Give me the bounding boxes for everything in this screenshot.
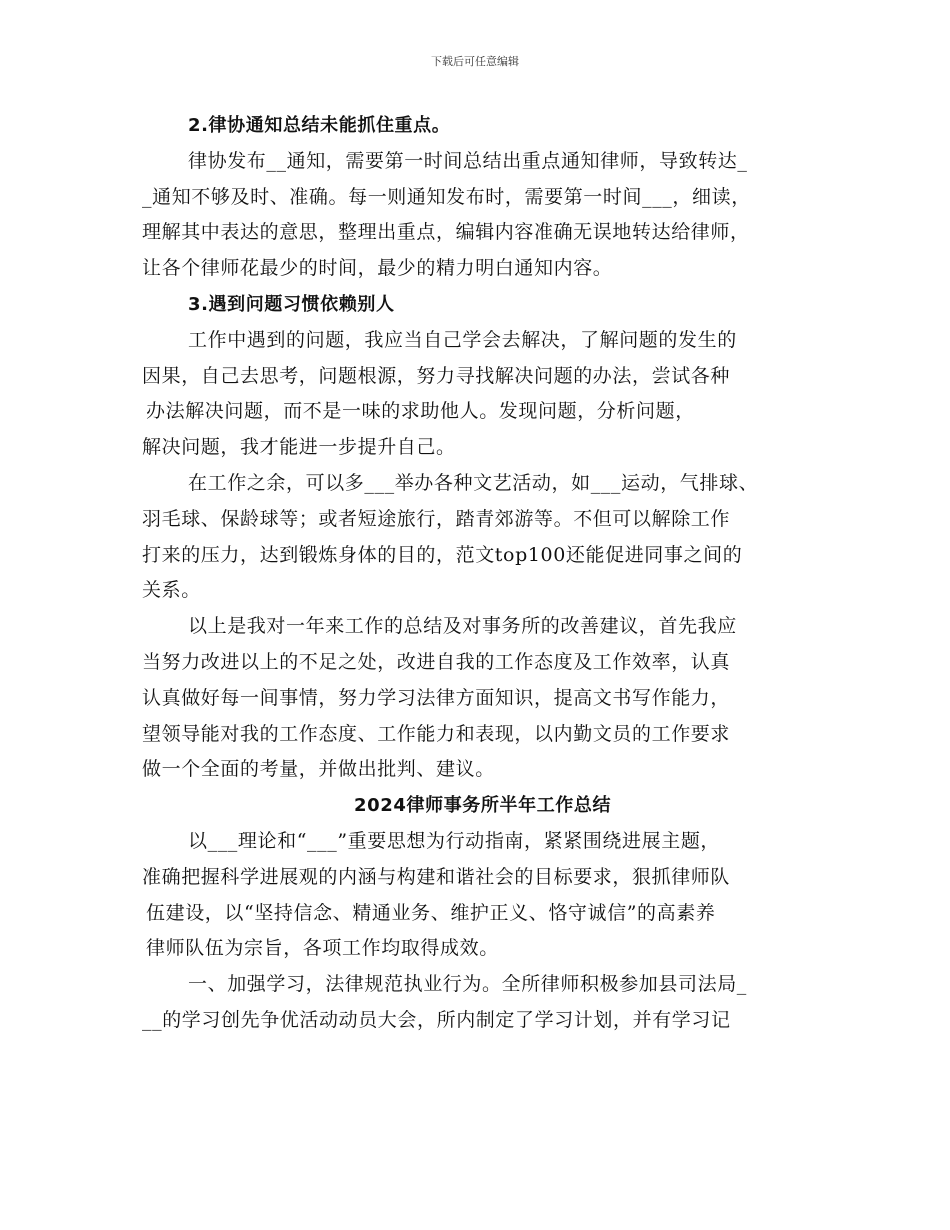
paragraph-line: 工作中遇到的问题，我应当自己学会去解决，了解问题的发生的 [188,328,737,351]
document-body [142,108,822,1039]
paragraph-line: 以___理论和“___”重要思想为行动指南，紧紧围绕进展主题， [188,829,721,852]
paragraph-line: 当努力改进以上的不足之处，改进自我的工作态度及工作效率，认真 [142,650,731,673]
paragraph-line: 律师队伍为宗旨，各项工作均取得成效。 [146,937,499,960]
paragraph-line: 解决问题，我才能进一步提升自己。 [142,436,456,459]
paragraph-line: 做一个全面的考量，并做出批判、建议。 [142,758,495,781]
paragraph-line: 认真做好每一间事情，努力学习法律方面知识，提高文书写作能力， [142,686,731,709]
paragraph-line: _通知不够及时、准确。每一则通知发布时，需要第一时间___，细读， [142,185,751,208]
document-title: 2024律师事务所半年工作总结 [354,795,612,817]
paragraph-line: 以上是我对一年来工作的总结及对事务所的改善建议，首先我应 [188,615,737,638]
paragraph-line: 打来的压力，达到锻炼身体的目的，范文top100还能促进同事之间的 [142,543,743,566]
paragraph-line: 律协发布__通知，需要第一时间总结出重点通知律师，导致转达_ [188,149,748,172]
paragraph-line: __的学习创先争优活动动员大会，所内制定了学习计划，并有学习记 [142,1008,731,1031]
paragraph-line: 一、加强学习，法律规范执业行为。全所律师积极参加县司法局_ [188,973,747,996]
section-heading: 3.遇到问题习惯依赖别人 [188,293,395,315]
paragraph-line: 关系。 [142,579,201,602]
paragraph-line: 在工作之余，可以多___举办各种文艺活动，如___运动，气排球、 [188,471,759,494]
paragraph-line: 伍建设，以“坚持信念、精通业务、维护正义、恪守诚信”的高素养 [146,901,716,924]
paragraph-line: 理解其中表达的意思，整理出重点，编辑内容准确无误地转达给律师， [142,221,750,244]
paragraph-line: 羽毛球、保龄球等；或者短途旅行，踏青郊游等。不但可以解除工作 [142,507,731,530]
paragraph-line: 因果，自己去思考，问题根源，努力寻找解决问题的办法，尝试各种 [142,364,731,387]
paragraph-line: 办法解决问题，而不是一味的求助他人。发现问题，分析问题， [146,400,695,423]
paragraph-line: 准确把握科学进展观的内涵与构建和谐社会的目标要求，狠抓律师队 [142,865,731,888]
paragraph-line: 让各个律师花最少的时间，最少的精力明白通知内容。 [142,257,613,280]
section-heading: 2.律协通知总结未能抓住重点。 [188,115,451,136]
paragraph-line: 望领导能对我的工作态度、工作能力和表现，以内勤文员的工作要求 [142,722,731,745]
page-header-note: 下载后可任意编辑 [431,55,519,68]
